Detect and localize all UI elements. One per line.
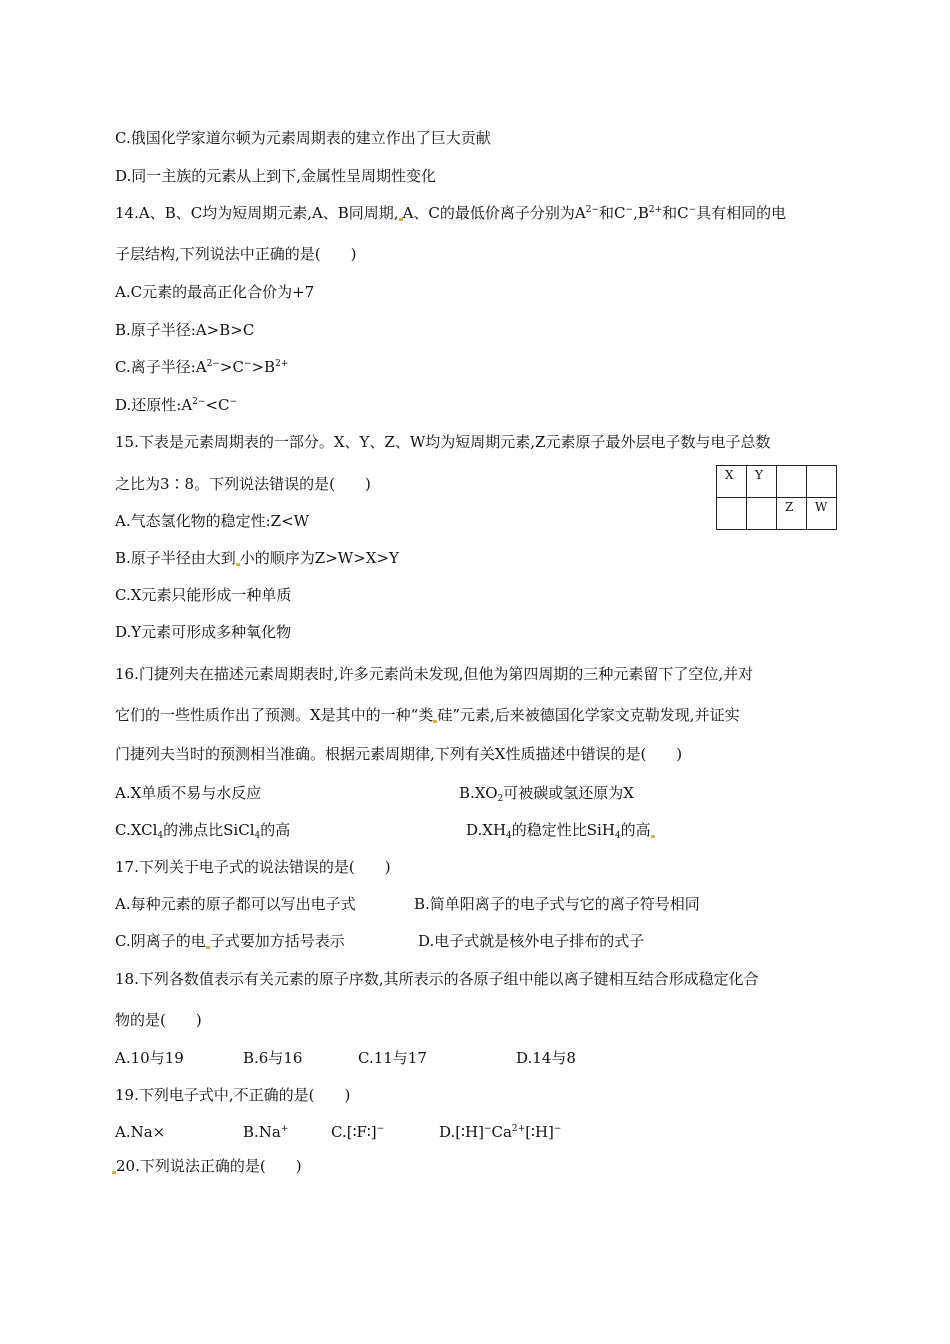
option-14c-text-2: >C — [219, 358, 244, 376]
option-14d-sup-1: 2− — [192, 397, 206, 407]
option-16c-sub-1: 4 — [157, 831, 164, 841]
option-16c-text-1: C.XCl — [115, 821, 158, 839]
q16-line3-text: 门捷列夫当时的预测相当准确。根据元素周期律,下列有关X性质描述中错误的是( ) — [115, 745, 683, 763]
q15-line2-text: 之比为3∶8。下列说法错误的是( ) — [115, 475, 371, 493]
option-17b — [414, 894, 700, 914]
option-14c — [115, 357, 288, 377]
option-13d-text: D.同一主族的元素从上到下,金属性呈周期性变化 — [115, 167, 437, 185]
question-19-stem — [115, 1085, 350, 1105]
option-19d-text-1: D.[∶H] — [439, 1123, 484, 1141]
option-16c — [115, 820, 290, 840]
table-cell-empty — [747, 498, 777, 530]
q14-text-1: 14.A、B、C均为短周期元素,A、B同周期, — [115, 204, 399, 222]
option-16c-text-2: 的沸点比SiCl — [163, 821, 255, 839]
option-14d-sup-2: − — [229, 397, 238, 407]
option-18c-text: C.11与17 — [358, 1049, 427, 1067]
question-18-stem-line2 — [115, 1010, 202, 1030]
option-19b — [243, 1122, 288, 1142]
table-cell-z: Z — [777, 498, 807, 530]
option-19c-text: C.[∶F∶] — [331, 1123, 377, 1141]
table-cell-y: Y — [747, 466, 777, 498]
option-16b-text-2: 可被碳或氢还原为X — [503, 784, 634, 802]
q15-line1-text: 15.下表是元素周期表的一部分。X、Y、Z、W均为短周期元素,Z元素原子最外层电子数与电子总数 — [115, 433, 771, 451]
option-14c-sup-2: − — [243, 359, 252, 369]
question-17-stem — [115, 857, 391, 877]
option-19d-sup-1: − — [483, 1124, 492, 1134]
option-15a-text: A.气态氢化物的稳定性:Z<W — [115, 512, 310, 530]
option-18b-text: B.6与16 — [243, 1049, 303, 1067]
option-17c-text-1: C.阴离子的电 — [115, 932, 206, 950]
q18-line1-text: 18.下列各数值表示有关元素的原子序数,其所表示的各原子组中能以离子键相互结合形成稳定化合 — [115, 970, 759, 988]
option-13c — [115, 128, 491, 148]
q14-text-3: 和C — [599, 204, 626, 222]
option-14c-text-3: >B — [251, 358, 276, 376]
table-cell-empty — [807, 466, 837, 498]
question-16-stem-line2 — [115, 705, 740, 725]
q14-sup-1: 2− — [585, 205, 600, 215]
q19-stem-text: 19.下列电子式中,不正确的是( ) — [115, 1086, 351, 1104]
q16-line1-text: 16.门捷列夫在描述元素周期表时,许多元素尚未发现,但他为第四周期的三种元素留下了空位,并对 — [115, 665, 754, 683]
option-14a-text: A.C元素的最高正化合价为+7 — [115, 283, 315, 301]
q14-text-6: 具有相同的电 — [696, 204, 787, 222]
table-row — [717, 498, 837, 530]
q14-text-5: 和C — [662, 204, 689, 222]
option-19d-sup-3: − — [553, 1124, 562, 1134]
question-15-stem-line1 — [115, 432, 770, 452]
option-16a-text: A.X单质不易与水反应 — [115, 784, 262, 802]
option-16d-sub-2: 4 — [614, 831, 621, 841]
option-15b-text-1: B.原子半径由大到 — [115, 549, 236, 567]
q20-stem-text: 20.下列说法正确的是( ) — [116, 1157, 302, 1175]
option-14c-sup-1: 2− — [206, 359, 220, 369]
option-19c-sup: − — [376, 1124, 385, 1134]
option-14c-sup-3: 2+ — [275, 359, 289, 369]
option-15d-text: D.Y元素可形成多种氧化物 — [115, 623, 292, 641]
table-row — [717, 466, 837, 498]
option-18d-text: D.14与8 — [516, 1049, 576, 1067]
option-15c-text: C.X元素只能形成一种单质 — [115, 586, 292, 604]
question-18-stem-line1 — [115, 969, 759, 989]
question-14-stem-line1 — [115, 203, 786, 223]
option-15c — [115, 585, 291, 605]
option-19c — [331, 1122, 384, 1142]
q18-line2-text: 物的是( ) — [115, 1011, 202, 1029]
option-19d-text-3: [∶H] — [525, 1123, 554, 1141]
q16-line2-text-1: 它们的一些性质作出了预测。X是其中的一种“类 — [115, 706, 434, 724]
q14-sup-3: 2+ — [648, 205, 663, 215]
question-20-stem — [112, 1156, 302, 1176]
option-19d-text-2: Ca — [491, 1123, 512, 1141]
q14-text-4: ,B — [633, 204, 649, 222]
option-17d-text: D.电子式就是核外电子排布的式子 — [418, 932, 645, 950]
option-19b-sup: + — [280, 1124, 289, 1134]
question-16-stem-line3 — [115, 744, 682, 764]
option-17b-text: B.简单阳离子的电子式与它的离子符号相同 — [414, 895, 700, 913]
option-17c-text-2: 子式要加方括号表示 — [209, 932, 345, 950]
option-14d-text-2: <C — [205, 396, 230, 414]
question-16-stem-line1 — [115, 664, 753, 684]
periodic-table-fragment — [716, 465, 837, 530]
option-15a — [115, 511, 309, 531]
option-19b-text: B.Na — [243, 1123, 281, 1141]
option-14b-text: B.原子半径:A>B>C — [115, 321, 255, 339]
q14-sup-4: − — [688, 205, 697, 215]
option-17d — [418, 931, 644, 951]
option-16b-sub: 2 — [497, 794, 504, 804]
option-14d — [115, 395, 237, 415]
table-cell-empty — [717, 498, 747, 530]
option-15b-text-2: 小的顺序为Z>W>X>Y — [239, 549, 399, 567]
option-18c — [358, 1048, 427, 1068]
q14-line2-text: 子层结构,下列说法中正确的是( ) — [115, 245, 357, 263]
option-14d-text-1: D.还原性:A — [115, 396, 193, 414]
question-14-stem-line2 — [115, 244, 356, 264]
option-16d-sub-1: 4 — [506, 831, 512, 841]
option-17a — [115, 894, 356, 914]
table-cell-w: W — [807, 498, 837, 530]
option-16b-text-1: B.XO — [459, 784, 498, 802]
option-18a-text: A.10与19 — [115, 1049, 184, 1067]
table-cell-empty — [777, 466, 807, 498]
option-13d — [115, 166, 436, 186]
question-15-stem-line2 — [115, 474, 371, 494]
option-18a — [115, 1048, 184, 1068]
option-16d-text-2: 的稳定性比SiH — [511, 821, 615, 839]
option-19a — [115, 1122, 165, 1142]
q14-text-2: A、C的最低价离子分别为A — [402, 204, 586, 222]
option-19d-sup-2: 2+ — [511, 1124, 526, 1134]
option-19d — [439, 1122, 561, 1142]
q16-line2-text-2: 硅”元素,后来被德国化学家文克勒发现,并证实 — [437, 706, 740, 724]
option-14a — [115, 282, 314, 302]
option-17c — [115, 931, 345, 951]
option-16d — [466, 820, 655, 840]
option-15d — [115, 622, 291, 642]
q14-sup-2: − — [625, 205, 634, 215]
option-16a — [115, 783, 261, 803]
option-16c-sub-2: 4 — [254, 831, 261, 841]
option-14b — [115, 320, 254, 340]
table-cell-x: X — [717, 466, 747, 498]
highlight-mark — [651, 835, 655, 838]
option-15b — [115, 548, 399, 568]
option-16b — [459, 783, 634, 803]
q17-stem-text: 17.下列关于电子式的说法错误的是( ) — [115, 858, 391, 876]
option-18d — [516, 1048, 576, 1068]
option-18b — [243, 1048, 302, 1068]
option-16c-text-3: 的高 — [260, 821, 291, 839]
option-19a-text: A.Na× — [115, 1123, 166, 1141]
option-14c-text-1: C.离子半径:A — [115, 358, 207, 376]
option-16d-text-1: D.XH — [466, 821, 507, 839]
option-13c-text: C.俄国化学家道尔顿为元素周期表的建立作出了巨大贡献 — [115, 129, 491, 147]
option-16d-text-3: 的高 — [620, 821, 651, 839]
option-17a-text: A.每种元素的原子都可以写出电子式 — [115, 895, 356, 913]
